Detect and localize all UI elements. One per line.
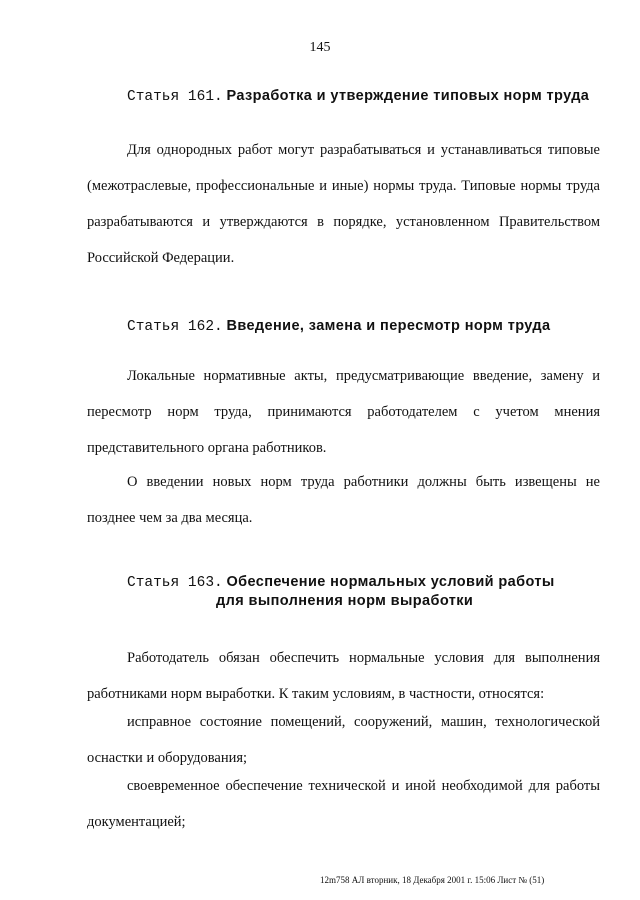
print-footer: 12m758 АЛ вторник, 18 Декабря 2001 г. 15:06 Лист № (51) [320,875,545,885]
article-161-heading [127,88,589,105]
article-161-label: Статья 161. [127,89,223,105]
article-162-label: Статья 162. [127,319,223,335]
article-163-heading [127,574,555,609]
article-161-paragraph-1: Для однородных работ могут разрабатываться и устанавливаться типовые (межотраслевые, профессиональные и иные) нормы труда. Типовые нормы труда разрабатываются и утверждаются в порядке, установленном Правительством Российской Федерации. [87,142,600,266]
article-162-heading [127,318,550,335]
article-163-paragraph-3: своевременное обеспечение технической и иной необходимой для работы документацией; [87,778,600,830]
article-163-paragraph-2: исправное состояние помещений, сооружений, машин, технологической оснастки и оборудования; [87,714,600,766]
page-number: 145 [309,40,331,55]
article-163-title-line2: для выполнения норм выработки [216,593,474,609]
article-162-paragraph-2: О введении новых норм труда работники должны быть извещены не позднее чем за два месяца. [87,474,600,526]
article-163-title: Обеспечение нормальных условий работы [226,574,555,590]
article-162-paragraph-1: Локальные нормативные акты, предусматривающие введение, замену и пересмотр норм труда, принимаются работодателем с учетом мнения представительного органа работников. [87,368,600,456]
article-163-paragraph-1: Работодатель обязан обеспечить нормальные условия для выполнения работниками норм выработки. К таким условиям, в частности, относятся: [87,650,600,702]
article-161-title: Разработка и утверждение типовых норм труда [226,88,590,104]
article-163-label: Статья 163. [127,575,223,591]
article-162-title: Введение, замена и пересмотр норм труда [226,318,551,334]
